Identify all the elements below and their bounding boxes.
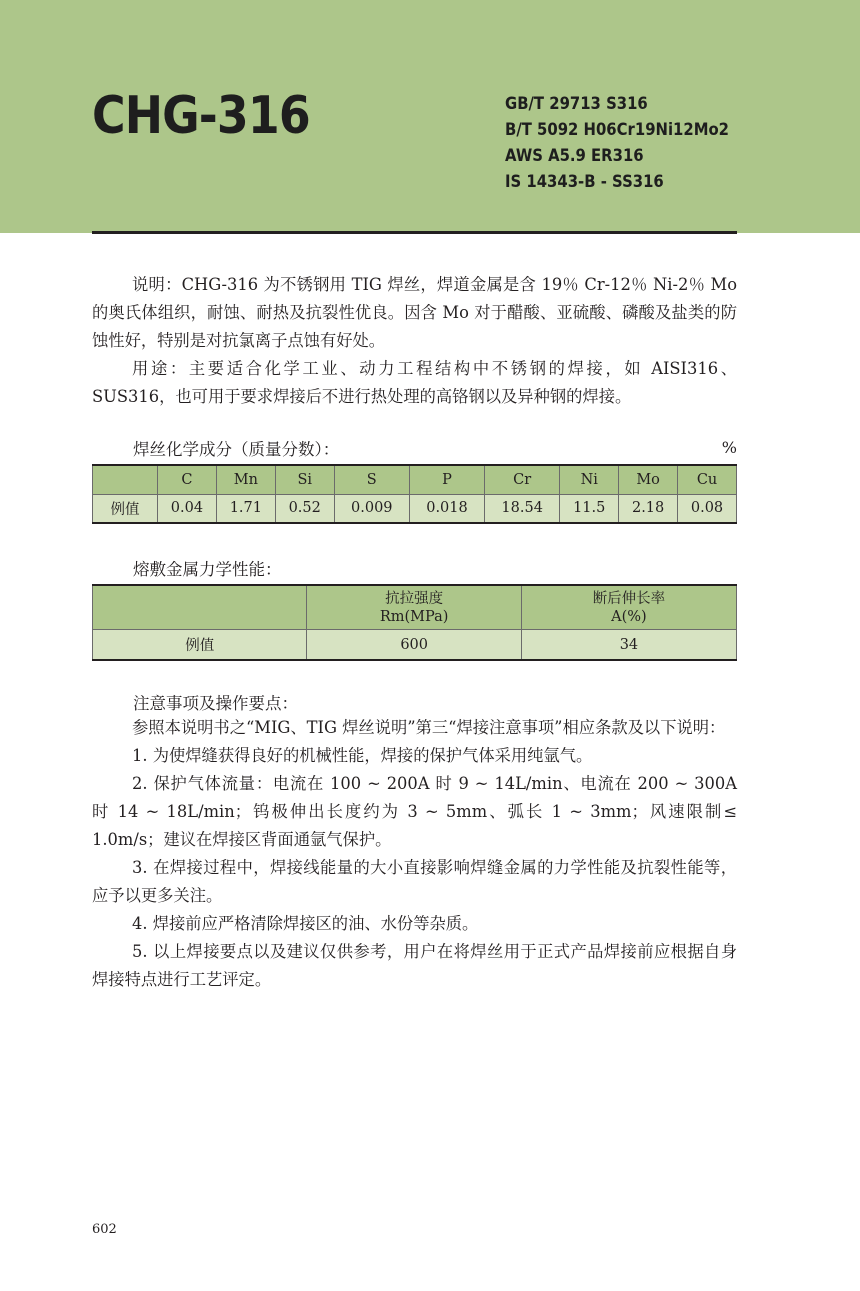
chemistry-header-cell: Cr <box>485 465 560 494</box>
description-paragraph <box>92 271 737 355</box>
mechanical-header-cell <box>307 585 521 630</box>
chemistry-value-cell: 0.018 <box>409 494 484 523</box>
usage-paragraph <box>92 355 737 411</box>
chemistry-value-cell: 0.04 <box>158 494 217 523</box>
usage-text: ：主要适合化学工业、动力工程结构中不锈钢的焊接，如 AISI316、SUS316，也可用于要求焊接后不进行热处理的高铬钢以及异种钢的焊接。 <box>92 359 737 406</box>
header-band <box>0 0 860 233</box>
chemistry-value-cell: 0.009 <box>334 494 409 523</box>
standard-gb: GB/T 29713 S316 <box>505 94 648 113</box>
mechanical-value-cell: 例值 <box>93 630 307 661</box>
mechanical-header-cell <box>93 585 307 630</box>
chemistry-value-cell: 1.71 <box>216 494 275 523</box>
standard-aws: AWS A5.9 ER316 <box>505 146 644 165</box>
chemistry-value-cell: 18.54 <box>485 494 560 523</box>
chemistry-header-cell: Ni <box>560 465 619 494</box>
chemistry-header-cell: S <box>334 465 409 494</box>
note-item: 3. 在焊接过程中，焊接线能量的大小直接影响焊缝金属的力学性能及抗裂性能等，应予以更多关注。 <box>92 858 737 905</box>
chemistry-heading: 焊丝化学成分（质量分数）： <box>133 440 340 459</box>
chemistry-header-cell: Mn <box>216 465 275 494</box>
standard-is: IS 14343-B - SS316 <box>505 172 664 191</box>
chemistry-header-row <box>93 465 737 494</box>
description-label: 说明 <box>132 275 166 294</box>
mechanical-header-cell <box>521 585 736 630</box>
mechanical-header-row <box>93 585 737 630</box>
mechanical-header-line1: 断后伸长率 <box>592 590 666 607</box>
mechanical-value-cell: 600 <box>307 630 521 661</box>
chemistry-header-cell: Si <box>275 465 334 494</box>
chemistry-value-cell: 0.52 <box>275 494 334 523</box>
notes-heading: 注意事项及操作要点： <box>133 694 298 713</box>
mechanical-value-cell: 34 <box>521 630 736 661</box>
mechanical-header-line2: Rm(MPa) <box>379 608 449 625</box>
note-item: 1. 为使焊缝获得良好的机械性能，焊接的保护气体采用纯氩气。 <box>132 746 593 765</box>
product-title: CHG-316 <box>92 86 310 146</box>
chemistry-value-cell: 11.5 <box>560 494 619 523</box>
page-number: 602 <box>92 1222 117 1237</box>
mechanical-header-line1: 抗拉强度 <box>385 590 444 607</box>
chemistry-header-cell: P <box>409 465 484 494</box>
mechanical-header-line2: A(%) <box>611 608 647 625</box>
notes-body <box>92 714 737 994</box>
notes-intro: 参照本说明书之“MIG、TIG 焊丝说明”第三“焊接注意事项”相应条款及以下说明： <box>132 718 726 737</box>
chemistry-header-cell: Mo <box>619 465 678 494</box>
chemistry-value-cell: 2.18 <box>619 494 678 523</box>
note-item: 5. 以上焊接要点以及建议仅供参考，用户在将焊丝用于正式产品焊接前应根据自身焊接特点进行工艺评定。 <box>92 942 737 989</box>
usage-label: 用途 <box>132 359 170 378</box>
chemistry-table <box>92 464 737 524</box>
chemistry-header-cell: C <box>158 465 217 494</box>
chemistry-header-cell: Cu <box>678 465 737 494</box>
standard-bt: B/T 5092 H06Cr19Ni12Mo2 <box>505 120 730 139</box>
chemistry-value-cell: 例值 <box>93 494 158 523</box>
header-rule <box>92 231 737 234</box>
mechanical-heading: 熔敷金属力学性能： <box>133 560 282 579</box>
chemistry-header-cell <box>93 465 158 494</box>
chemistry-unit: % <box>721 438 737 457</box>
note-item: 4. 焊接前应严格清除焊接区的油、水份等杂质。 <box>132 914 479 933</box>
chemistry-value-row <box>93 494 737 523</box>
mechanical-value-row <box>93 630 737 661</box>
description-text: ：CHG-316 为不锈钢用 TIG 焊丝，焊道金属是含 19％ Cr-12％ Ni-2％ Mo 的奥氏体组织，耐蚀、耐热及抗裂性优良。因含 Mo 对于醋酸、亚硫酸、磷酸及盐类的防蚀性好，特别是对抗氯离子点蚀有好处。 <box>92 275 737 350</box>
chemistry-value-cell: 0.08 <box>678 494 737 523</box>
note-item: 2. 保护气体流量：电流在 100 ~ 200A 时 9 ~ 14L/min、电流在 200 ~ 300A 时 14 ~ 18L/min；钨极伸出长度约为 3 ~ 5mm、弧长 1 ~ 3mm；风速限制≤ 1.0m/s；建议在焊接区背面通氩气保护。 <box>92 774 737 849</box>
standards-list <box>505 91 754 195</box>
mechanical-table <box>92 584 737 661</box>
